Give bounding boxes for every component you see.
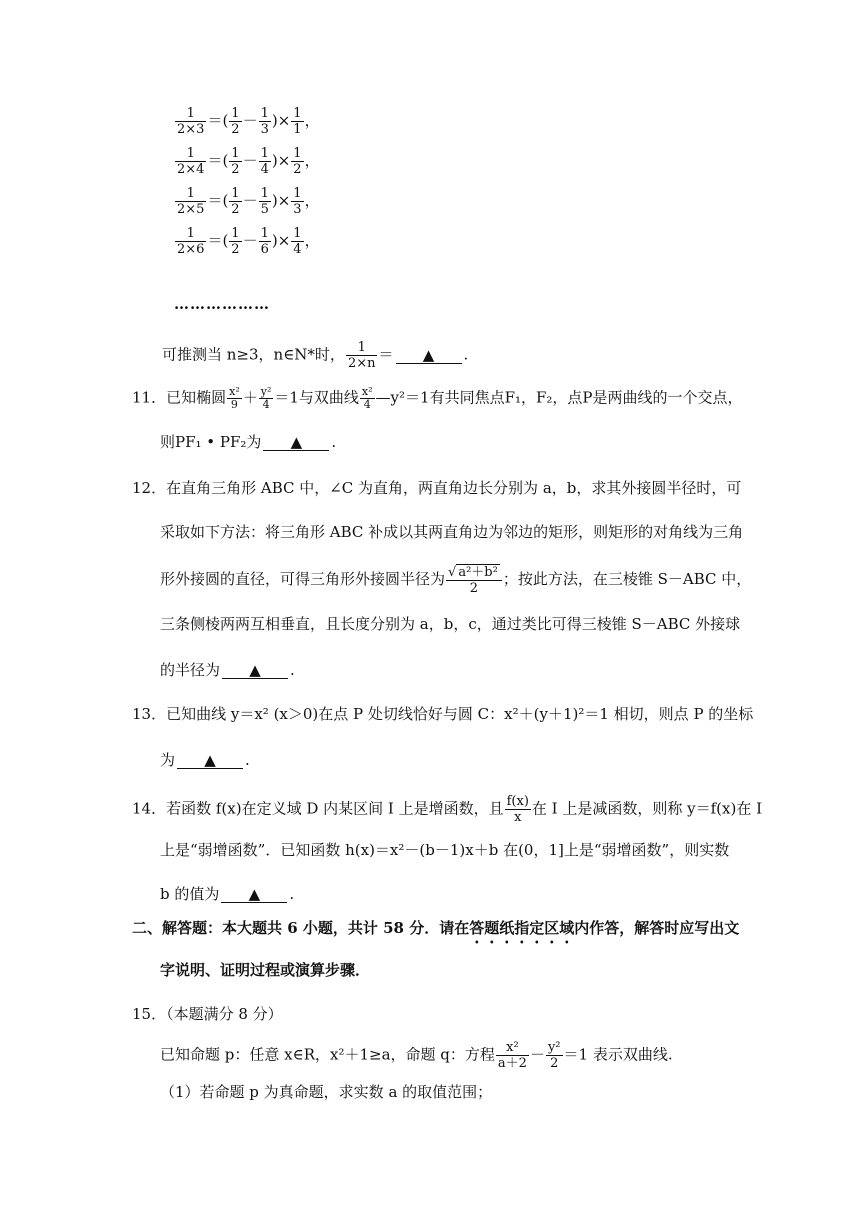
- section-heading: 二、解答题：本大题共 6 小题，共计 58 分．请在答题纸指定区域内作答，解答时应写出文: [132, 919, 740, 937]
- question-14-line1: 14．若函数 f(x)在定义域 D 内某区间 I 上是增函数，且 $\frac{f(x)}{x}$ 在 I 上是减函数，则称 y＝f(x)在 I: [132, 794, 763, 825]
- answer-blank: ▲: [263, 434, 329, 451]
- ellipsis: ………………: [174, 295, 270, 313]
- answer-blank: ▲: [177, 752, 243, 769]
- example-row: $\frac{1}{2\times 6}$ ＝( $\frac{1}{2}$ － $\frac{1}{6}$ )× $\frac{1}{4}$ ，: [177, 226, 320, 257]
- question-15-line1: 已知命题 p：任意 x∈R，x²＋1≥a，命题 q：方程 $\frac{\text{x²}}{a+2}$ － $\frac{\text{y²}}{2}$ ＝1 表示双曲线.: [160, 1040, 673, 1071]
- question-14-line3: b 的值为 ▲ .: [160, 885, 295, 903]
- question-13-line1: 13．已知曲线 y＝x² (x＞0)在点 P 处切线恰好与圆 C：x²＋(y＋1)²＝1 相切，则点 P 的坐标: [132, 705, 754, 723]
- answer-blank: ▲: [396, 347, 462, 364]
- question-11-line1: 11．已知椭圆 $\frac{\text{x²}}{9}$ ＋ $\frac{\text{y²}}{4}$ ＝1与双曲线 $\frac{\text{x²}}{4}$ —y²＝1有共同焦点F₁，F₂，点P是两曲线的一个交点，: [132, 385, 743, 411]
- example-row: $\frac{1}{2\times 4}$ ＝( $\frac{1}{2}$ － $\frac{1}{4}$ )× $\frac{1}{2}$ ，: [177, 146, 320, 177]
- question-13-line2: 为 ▲ .: [160, 751, 250, 769]
- question-12-line3: 形外接圆的直径，可得三角形外接圆半径为 $\frac{\text{√ a²＋b²}}{2}$ ；按此方法，在三棱锥 S－ABC 中，: [160, 565, 752, 596]
- question-11-line2: 则PF₁ • PF₂为 ▲ .: [160, 433, 337, 451]
- answer-blank: ▲: [222, 662, 288, 679]
- guess-line: 可推测当 n≥3，n∈N*时， $\frac{1}{2\times n}$ ＝ ▲ .: [162, 340, 469, 371]
- question-12-line4: 三条侧棱两两互相垂直，且长度分别为 a，b，c，通过类比可得三棱锥 S－ABC 外接球: [160, 615, 741, 633]
- section-heading-line2: 字说明、证明过程或演算步骤．: [160, 961, 371, 979]
- question-12-line2: 采取如下方法：将三角形 ABC 补成以其两直角边为邻边的矩形，则矩形的对角线为三角: [160, 523, 744, 541]
- answer-blank: ▲: [221, 886, 287, 903]
- question-14-line2: 上是“弱增函数”．已知函数 h(x)＝x²－(b－1)x＋b 在(0，1]上是“弱增函数”，则实数: [160, 841, 730, 859]
- question-15-part1: （1）若命题 p 为真命题，求实数 a 的取值范围；: [160, 1083, 493, 1101]
- example-row: $\frac{1}{2\times 5}$ ＝( $\frac{1}{2}$ － $\frac{1}{5}$ )× $\frac{1}{3}$ ，: [177, 186, 320, 217]
- question-15-header: 15．（本题满分 8 分）: [132, 1005, 283, 1023]
- example-row: $\frac{1}{2\times 3}$ ＝( $\frac{1}{2}$ － $\frac{1}{3}$ )× $\frac{1}{1}$ ，: [177, 106, 320, 137]
- question-12-line1: 12．在直角三角形 ABC 中，∠C 为直角，两直角边长分别为 a，b，求其外接圆半径时，可: [132, 479, 742, 497]
- question-12-line5: 的半径为 ▲ .: [160, 661, 295, 679]
